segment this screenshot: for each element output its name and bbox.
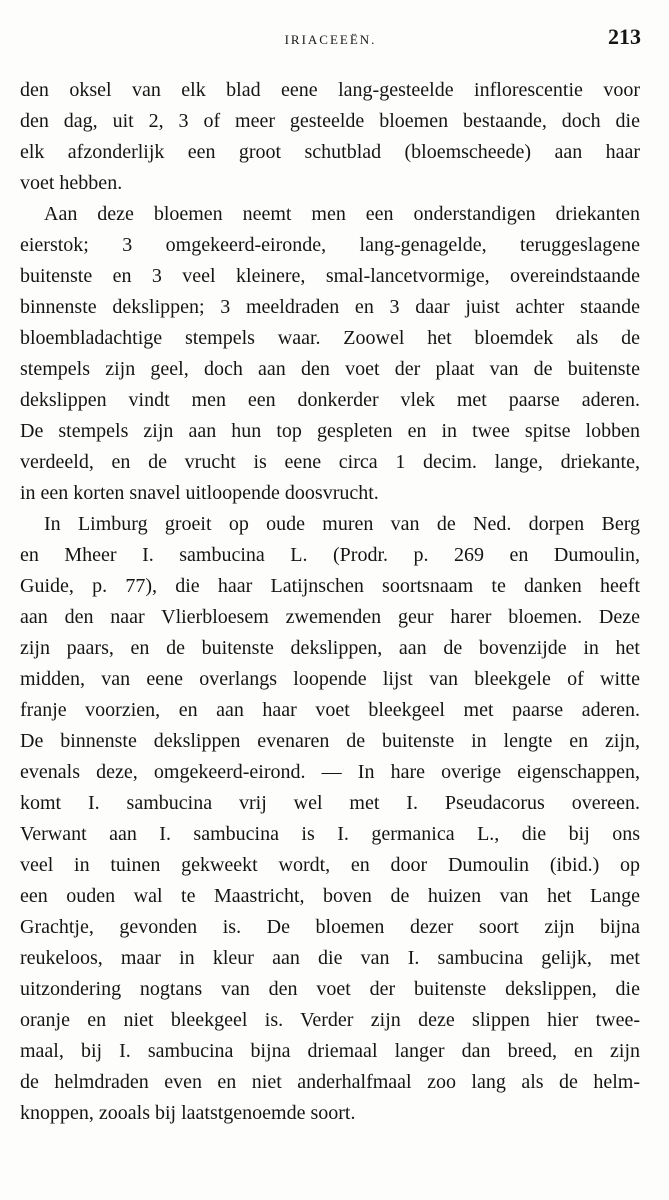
text-line: zijn paars, en de buitenste dekslippen, aan de bovenzijde in het bbox=[20, 637, 640, 659]
page-header bbox=[20, 22, 641, 52]
text-line: en Mheer I. sambucina L. (Prodr. p. 269 en Dumoulin, bbox=[20, 544, 640, 566]
text-line: maal, bij I. sambucina bijna driemaal langer dan breed, en zijn bbox=[20, 1040, 640, 1062]
text-line: aan den naar Vlierbloesem zwemenden geur harer bloemen. Deze bbox=[20, 606, 640, 628]
text-line: Grachtje, gevonden is. De bloemen dezer soort zijn bijna bbox=[20, 916, 640, 938]
text-line: in een korten snavel uitloopende doosvrucht. bbox=[20, 482, 379, 504]
text-line: voet hebben. bbox=[20, 172, 123, 194]
text-line: reukeloos, maar in kleur aan die van I. sambucina gelijk, met bbox=[20, 947, 640, 969]
text-line: Aan deze bloemen neemt men een onderstandigen driekanten bbox=[44, 203, 640, 225]
text-line: franje voorzien, en aan haar voet bleekgeel met paarse aderen. bbox=[20, 699, 640, 721]
text-line: buitenste en 3 veel kleinere, smal-lancetvormige, overeindstaande bbox=[20, 265, 640, 287]
text-line: verdeeld, en de vrucht is eene circa 1 decim. lange, driekante, bbox=[20, 451, 640, 473]
text-line: eierstok; 3 omgekeerd-eironde, lang-genagelde, teruggeslagene bbox=[20, 234, 640, 256]
body-text bbox=[20, 75, 640, 1129]
text-line: evenals deze, omgekeerd-eirond. — In hare overige eigenschappen, bbox=[20, 761, 640, 783]
text-line: bloembladachtige stempels waar. Zoowel het bloemdek als de bbox=[20, 327, 640, 349]
text-line: De stempels zijn aan hun top gespleten en in twee spitse lobben bbox=[20, 420, 640, 442]
text-line: midden, van eene overlangs loopende lijst van bleekgele of witte bbox=[20, 668, 640, 690]
text-line: elk afzonderlijk een groot schutblad (bloemscheede) aan haar bbox=[20, 141, 640, 163]
text-line: Guide, p. 77), die haar Latijnschen soortsnaam te danken heeft bbox=[20, 575, 640, 597]
text-line: In Limburg groeit op oude muren van de Ned. dorpen Berg bbox=[44, 513, 640, 535]
text-line: De binnenste dekslippen evenaren de buitenste in lengte en zijn, bbox=[20, 730, 640, 752]
text-line: de helmdraden even en niet anderhalfmaal zoo lang als de helm- bbox=[20, 1071, 640, 1093]
text-line: een ouden wal te Maastricht, boven de huizen van het Lange bbox=[20, 885, 640, 907]
text-line: den oksel van elk blad eene lang-gesteelde inflorescentie voor bbox=[20, 79, 640, 101]
page-number: 213 bbox=[608, 24, 641, 49]
text-line: binnenste dekslippen; 3 meeldraden en 3 daar juist achter staande bbox=[20, 296, 640, 318]
text-line: Verwant aan I. sambucina is I. germanica L., die bij ons bbox=[20, 823, 640, 845]
text-line: stempels zijn geel, doch aan den voet der plaat van de buitenste bbox=[20, 358, 640, 380]
text-line: oranje en niet bleekgeel is. Verder zijn deze slippen hier twee- bbox=[20, 1009, 640, 1031]
text-line: uitzondering nogtans van den voet der buitenste dekslippen, die bbox=[20, 978, 640, 1000]
text-line: knoppen, zooals bij laatstgenoemde soort. bbox=[20, 1102, 356, 1124]
text-line: veel in tuinen gekweekt wordt, en door Dumoulin (ibid.) op bbox=[20, 854, 640, 876]
text-line: komt I. sambucina vrij wel met I. Pseudacorus overeen. bbox=[20, 792, 640, 814]
text-line: dekslippen vindt men een donkerder vlek met paarse aderen. bbox=[20, 389, 640, 411]
text-line: den dag, uit 2, 3 of meer gesteelde bloemen bestaande, doch die bbox=[20, 110, 640, 132]
running-head: IRIACEEËN. bbox=[284, 32, 377, 47]
